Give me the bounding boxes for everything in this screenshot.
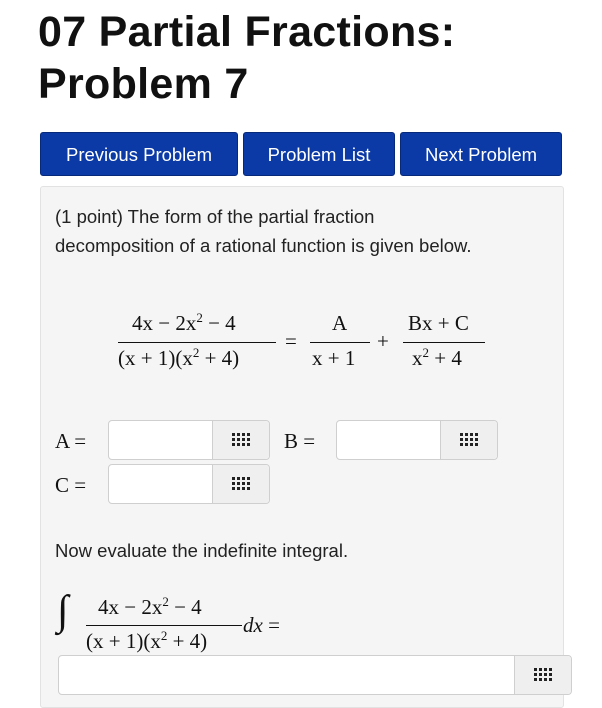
answer-b-input[interactable] <box>336 420 498 460</box>
lhs-numerator: $4x - 2x^2 - 4$ <box>132 310 236 335</box>
lhs-fraction-bar <box>118 342 276 343</box>
integral-denominator: $(x + 1)(x^2 + 4)$ <box>86 628 208 653</box>
term2-denominator: $x^2 + 4$ <box>412 345 462 370</box>
matrix-grid-icon <box>534 668 552 682</box>
equation-editor-button[interactable] <box>212 421 269 459</box>
page-title <box>38 6 598 110</box>
plus-sign: + <box>377 329 389 353</box>
integral-numerator: $4x - 2x^2 - 4$ <box>98 594 202 619</box>
answer-a-field[interactable] <box>109 421 213 459</box>
label-b: B = <box>284 429 316 453</box>
answer-integral-field[interactable] <box>59 656 515 694</box>
term1-fraction-bar <box>310 342 370 343</box>
matrix-grid-icon <box>460 433 478 447</box>
equation-editor-button[interactable] <box>440 421 497 459</box>
equals-sign: = <box>285 329 297 353</box>
term1-numerator: A <box>332 311 348 335</box>
answer-a-input[interactable] <box>108 420 270 460</box>
previous-problem-button[interactable]: Previous Problem <box>40 132 238 176</box>
answer-c-field[interactable] <box>109 465 213 503</box>
answer-integral-input[interactable] <box>58 655 572 695</box>
integral-dx: dx = <box>243 613 280 637</box>
equation-editor-button[interactable] <box>212 465 269 503</box>
label-a: A = <box>55 429 87 453</box>
problem-intro-line1: (1 point) The form of the partial fraction <box>55 206 375 227</box>
equation-editor-button[interactable] <box>514 656 571 694</box>
page-title-line2: Problem 7 <box>38 60 249 108</box>
label-c: C = <box>55 473 87 497</box>
term1-denominator: x + 1 <box>312 346 356 370</box>
lhs-denominator: $(x + 1)(x^2 + 4)$ <box>118 345 240 370</box>
evaluate-instruction: Now evaluate the indefinite integral. <box>55 540 349 561</box>
problem-list-button[interactable]: Problem List <box>243 132 395 176</box>
problem-intro-line2: decomposition of a rational function is given below. <box>55 235 472 256</box>
page-title-line1: 07 Partial Fractions: <box>38 8 456 56</box>
answer-b-field[interactable] <box>337 421 441 459</box>
matrix-grid-icon <box>232 433 250 447</box>
matrix-grid-icon <box>232 477 250 491</box>
answer-c-input[interactable] <box>108 464 270 504</box>
term2-fraction-bar <box>403 342 485 343</box>
next-problem-button[interactable]: Next Problem <box>400 132 562 176</box>
integral-fraction-bar <box>86 625 242 626</box>
integral-sign: ∫ <box>57 588 69 634</box>
term2-numerator: Bx + C <box>408 311 469 335</box>
